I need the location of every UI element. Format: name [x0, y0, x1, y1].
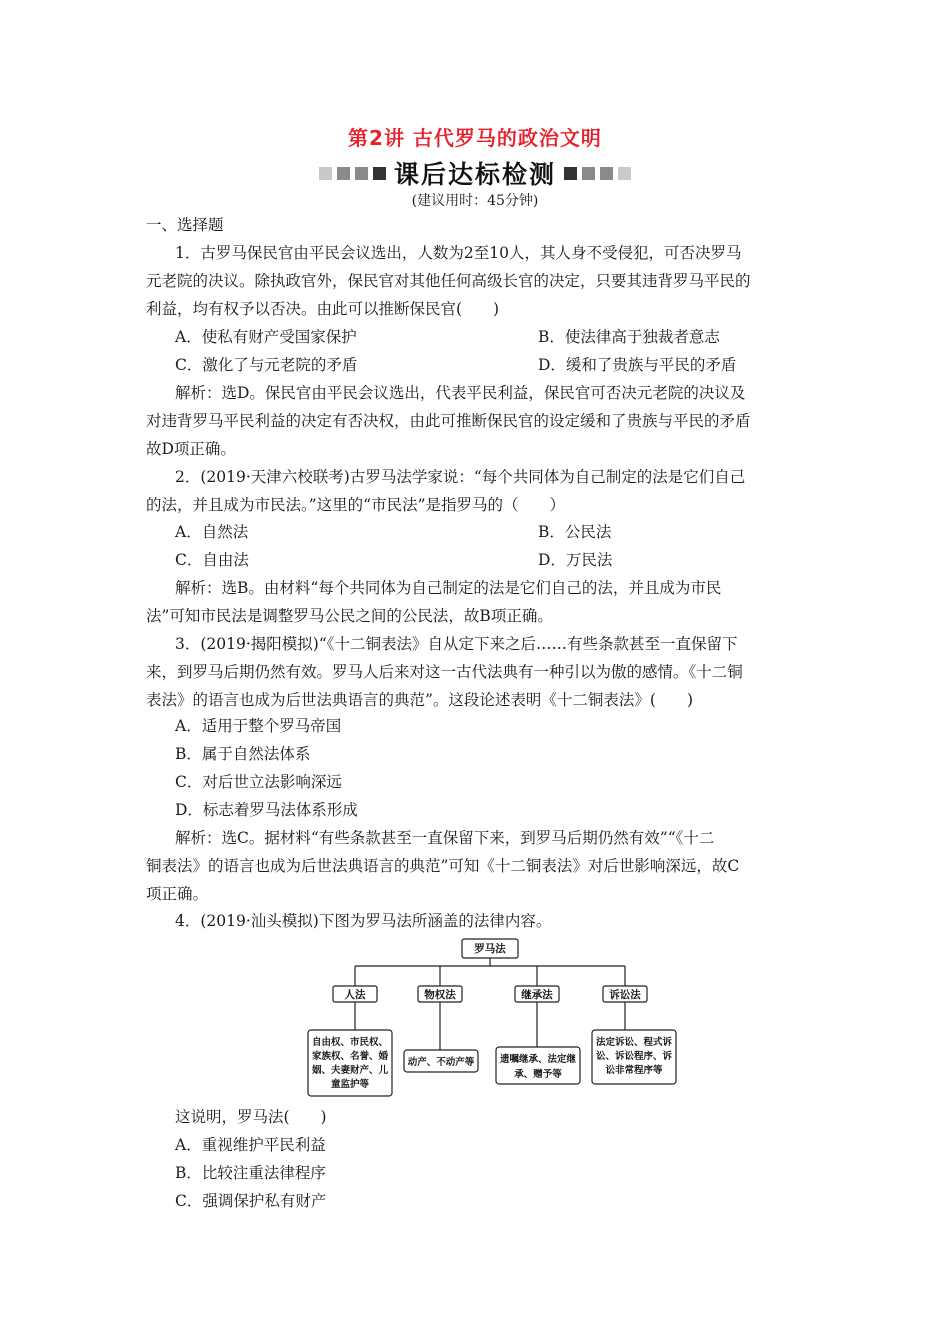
option-b: B．属于自然法体系	[175, 745, 311, 763]
analysis-1-line: 解析：选D。保民官由平民会议选出，代表平民利益，保民官可否决元老院的决议及	[175, 384, 746, 402]
diagram-root-label: 罗马法	[474, 943, 506, 955]
banner-decor-right	[564, 167, 631, 180]
analysis-2-line: 解析：选B。由材料“每个共同体为自己制定的法是它们自己的法，并且成为市民	[175, 579, 722, 597]
question-3-line: 表法》的语言也成为后世法典语言的典范”。这段论述表明《十二铜表法》( )	[146, 691, 694, 709]
option-c: C．强调保护私有财产	[175, 1192, 327, 1210]
diagram-detail-text: 讼非常程序等	[605, 1065, 663, 1076]
question-2-line: 的法，并且成为市民法。”这里的“市民法”是指罗马的（ ）	[146, 496, 566, 514]
option-d: D．万民法	[538, 551, 613, 569]
diagram-detail-text: 承、赠予等	[514, 1069, 562, 1080]
option-c: C．激化了与元老院的矛盾	[175, 356, 358, 374]
diagram-detail-text: 动产、不动产等	[407, 1057, 475, 1068]
section-heading: 一、选择题	[146, 216, 224, 234]
analysis-3-line: 铜表法》的语言也成为后世法典语言的典范”可知《十二铜表法》对后世影响深远，故C	[146, 857, 740, 875]
banner-decor-left	[319, 167, 386, 180]
diagram-detail-text: 家族权、名誉、婚	[311, 1051, 389, 1062]
option-b: B．使法律高于独裁者意志	[538, 328, 720, 346]
lesson-title: 第2讲 古代罗马的政治文明	[348, 126, 602, 150]
option-a: A．适用于整个罗马帝国	[175, 717, 342, 735]
diagram-detail-text: 遗嘱继承、法定继	[499, 1054, 577, 1065]
option-a: A．重视维护平民利益	[175, 1136, 326, 1154]
question-1-line: 1．古罗马保民官由平民会议选出，人数为2至10人，其人身不受侵犯，可否决罗马	[175, 244, 742, 262]
option-b: B．公民法	[538, 523, 612, 541]
question-1-line: 元老院的决议。除执政官外，保民官对其他任何高级长官的决定，只要其违背罗马平民的	[146, 272, 751, 290]
diagram-detail-text: 童监护等	[330, 1079, 370, 1090]
question-3-line: 来，到罗马后期仍然有效。罗马人后来对这一古代法典有一种引以为傲的感情。《十二铜	[146, 663, 743, 681]
analysis-2-line: 法”可知市民法是调整罗马公民之间的公民法，故B项正确。	[146, 607, 553, 625]
option-c: C．自由法	[175, 551, 249, 569]
suggested-time: (建议用时：45分钟)	[411, 193, 539, 209]
question-2-line: 2．(2019·天津六校联考)古罗马法学家说：“每个共同体为自己制定的法是它们自己	[175, 468, 746, 486]
question-4-line: 4．(2019·汕头模拟)下图为罗马法所涵盖的法律内容。	[175, 912, 552, 930]
diagram-detail-text: 法定诉讼、程式诉	[595, 1037, 673, 1048]
diagram-branch-label: 诉讼法	[609, 989, 641, 1001]
analysis-1-line: 故D项正确。	[146, 440, 236, 458]
diagram-detail-text: 自由权、市民权、	[311, 1037, 389, 1048]
diagram-detail-text: 姻、夫妻财产、儿	[311, 1065, 389, 1076]
option-a: A．使私有财产受国家保护	[175, 328, 357, 346]
banner-title: 课后达标检测	[393, 160, 556, 189]
option-d: D．缓和了贵族与平民的矛盾	[538, 356, 737, 374]
option-b: B．比较注重法律程序	[175, 1164, 326, 1182]
option-a: A．自然法	[175, 523, 249, 541]
roman-law-diagram	[305, 935, 685, 1103]
diagram-branch-label: 人法	[344, 989, 366, 1001]
diagram-branch-label: 继承法	[521, 989, 553, 1001]
question-4-follow: 这说明，罗马法( )	[175, 1108, 327, 1126]
question-3-line: 3．(2019·揭阳模拟)“《十二铜表法》自从定下来之后……有些条款甚至一直保留下	[175, 635, 738, 653]
diagram-branch-label: 物权法	[424, 989, 456, 1001]
analysis-1-line: 对违背罗马平民利益的决定有否决权，由此可推断保民官的设定缓和了贵族与平民的矛盾	[146, 412, 751, 430]
analysis-3-line: 项正确。	[146, 885, 209, 903]
question-1-line: 利益，均有权予以否决。由此可以推断保民官( )	[146, 300, 500, 318]
option-c: C．对后世立法影响深远	[175, 773, 342, 791]
section-banner	[0, 158, 950, 188]
diagram-detail-text: 讼、诉讼程序、诉	[595, 1051, 673, 1062]
analysis-3-line: 解析：选C。据材料“有些条款甚至一直保留下来，到罗马后期仍然有效”“《十二	[175, 829, 715, 847]
option-d: D．标志着罗马法体系形成	[175, 801, 358, 819]
